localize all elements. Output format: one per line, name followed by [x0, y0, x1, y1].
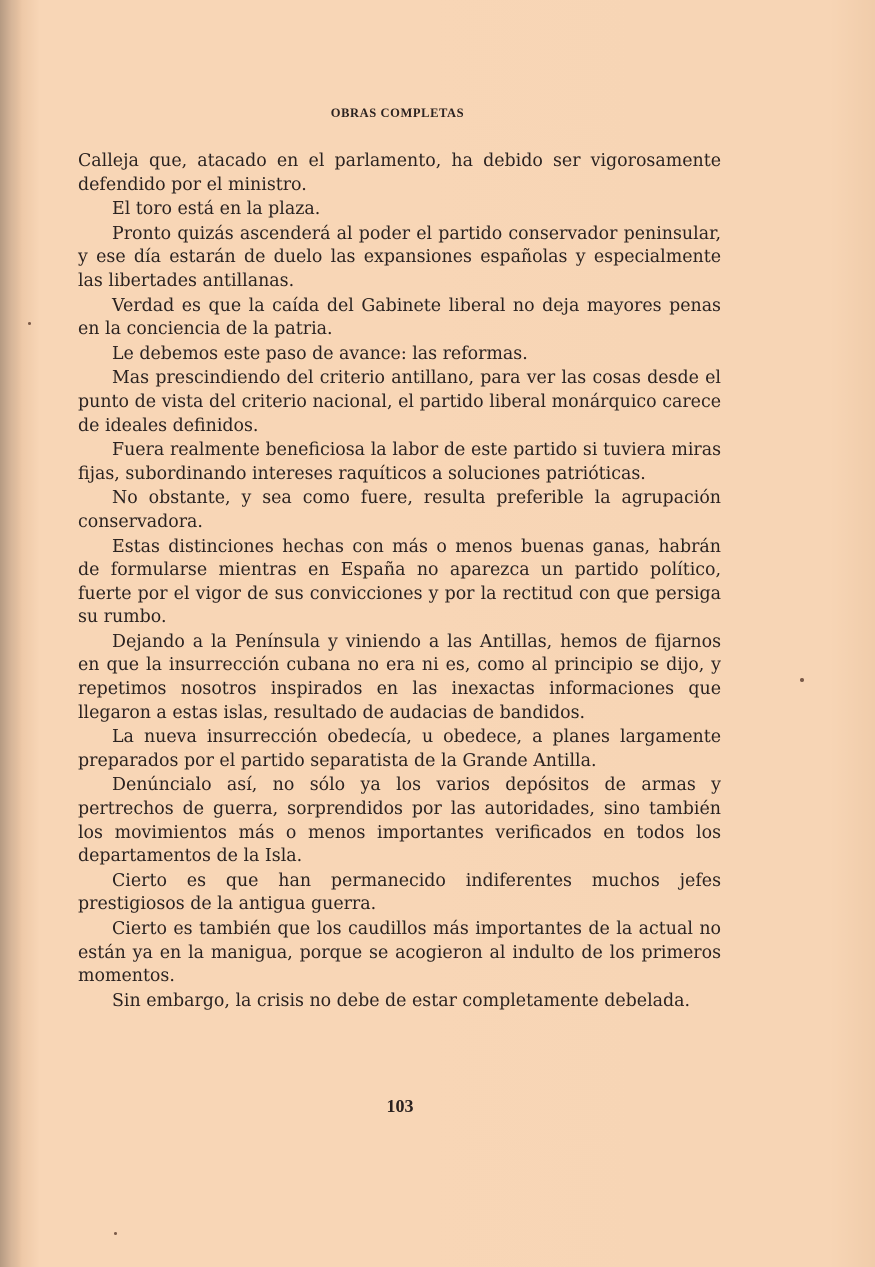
paragraph: Pronto quizás ascenderá al poder el partido conservador peninsular, y ese día estarán de duelo las expansiones españolas y especialmente las libertades antillanas.	[78, 223, 721, 291]
paragraph: Calleja que, atacado en el parlamento, ha debido ser vigorosamente defendido por el ministro.	[78, 151, 721, 195]
paragraph: El toro está en la plaza.	[112, 199, 321, 220]
body-text	[78, 150, 721, 1014]
paragraph: Verdad es que la caída del Gabinete liberal no deja mayores penas en la conciencia de la patria.	[78, 295, 721, 340]
paragraph: Mas prescindiendo del criterio antillano, para ver las cosas desde el punto de vista del criterio nacional, el partido liberal monárquico carece de ideales definidos.	[78, 368, 721, 436]
paragraph: La nueva insurrección obedecía, u obedece, a planes largamente preparados por el partido separatista de la Grande Antilla.	[78, 727, 721, 771]
running-header: OBRAS COMPLETAS	[330, 106, 465, 120]
paragraph: Denúncialo así, no sólo ya los varios depósitos de armas y pertrechos de guerra, sorprendidos por las autoridades, sino también los movimientos más o menos importantes verificados en todos los departamentos de la Isla.	[78, 775, 721, 867]
paper-speck	[28, 322, 31, 325]
paragraph: Cierto es que han permanecido indiferentes muchos jefes prestigiosos de la antigua guerra.	[78, 870, 721, 915]
page-spine-shadow	[0, 0, 22, 1267]
paper-speck	[800, 678, 804, 682]
paragraph: No obstante, y sea como fuere, resulta preferible la agrupación conservadora.	[78, 488, 721, 532]
paragraph: Dejando a la Península y viniendo a las Antillas, hemos de fijarnos en que la insurrección cubana no era ni es, como al principio se dijo, y repetimos nosotros inspirados en las inexactas informaciones que llegaron a estas islas, resultado de audacias de bandidos.	[78, 631, 721, 723]
paragraph: Sin embargo, la crisis no debe de estar completamente debelada.	[112, 990, 691, 1011]
paragraph: Estas distinciones hechas con más o menos buenas ganas, habrán de formularse mientras en España no aparezca un partido político, fuerte por el vigor de sus convicciones y por la rectitud con que persiga su rumbo.	[78, 536, 721, 628]
paragraph: Le debemos este paso de avance: las reformas.	[112, 343, 528, 364]
page-number: 103	[386, 1096, 414, 1116]
paragraph: Cierto es también que los caudillos más importantes de la actual no están ya en la manigua, porque se acogieron al indulto de los primeros momentos.	[78, 919, 721, 987]
paragraph: Fuera realmente beneficiosa la labor de este partido si tuviera miras fijas, subordinando intereses raquíticos a soluciones patrióticas.	[78, 440, 721, 484]
paper-speck	[114, 1232, 117, 1235]
